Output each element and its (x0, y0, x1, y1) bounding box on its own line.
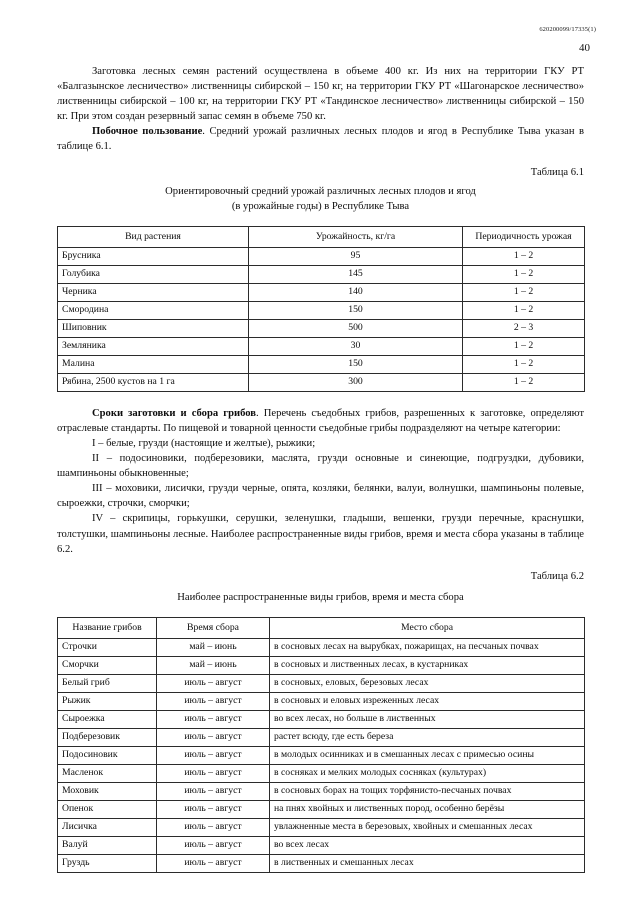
table-row (58, 319, 585, 337)
table-2-cell-place: растет всюду, где есть береза (270, 728, 585, 746)
table-row (58, 782, 585, 800)
table-1-cell-periodicity: 1 – 2 (463, 337, 585, 355)
table-row (58, 764, 585, 782)
table-1-label: Таблица 6.1 (530, 166, 584, 178)
table-row (58, 373, 585, 391)
table-2-caption-line1: Наиболее распространенные виды грибов, время и места сбора (177, 591, 464, 603)
mushroom-category-1: I – белые, грузди (настоящие и желтые), рыжики; (92, 437, 316, 449)
table-1-cell-periodicity: 1 – 2 (463, 247, 585, 265)
table-1-cell-yield: 95 (249, 247, 463, 265)
table-2-cell-time: июль – август (157, 782, 270, 800)
paragraph-side-use-rest: . Средний урожай различных лесных плодов и ягод в Республике Тыва указан в таблице 6.1. (57, 126, 585, 153)
table-2-cell-name: Валуй (58, 836, 157, 854)
table-2-cell-time: май – июнь (157, 638, 270, 656)
mushroom-category-3: III – моховики, лисички, грузди черные, опята, козляки, белянки, валуи, волнушки, шампиньоны полевые, сыроежки, строчки, сморчки; (57, 483, 584, 510)
table-2-cell-name: Подберезовик (58, 728, 157, 746)
page-content (57, 64, 584, 873)
paragraph-mushroom-rest: . Перечень съедобных грибов, разрешенных к заготовке, определяют отраслевые стандарты. По пищевой и товарной ценности съедобные грибы подразделяют на четыре категории: (57, 407, 584, 434)
table-2-cell-time: июль – август (157, 746, 270, 764)
table-2-cell-place: в сосновых лесах на вырубках, пожарищах, на песчаных почвах (270, 638, 585, 656)
table-2-cell-name: Строчки (58, 638, 157, 656)
table-1-cell-plant: Малина (58, 355, 249, 373)
paragraph-mushroom-intro (57, 406, 584, 436)
table-2-cell-place: на пнях хвойных и лиственных пород, особенно берёзы (270, 800, 585, 818)
table-1-cell-yield: 500 (249, 319, 463, 337)
table-1-cell-yield: 300 (249, 373, 463, 391)
table-1-cell-plant: Шиповник (58, 319, 249, 337)
table-row (58, 710, 585, 728)
table-1-cell-periodicity: 1 – 2 (463, 283, 585, 301)
table-row (58, 674, 585, 692)
table-1-cell-periodicity: 1 – 2 (463, 265, 585, 283)
table-row (58, 728, 585, 746)
mushroom-category-4: IV – скрипицы, горькушки, серушки, зеленушки, гладыши, вешенки, грузди перечные, краснушки, толстушки, шампиньоны лесные. Наиболее распространенные виды грибов, время и места сбора указаны в таблице 6.2. (57, 513, 584, 555)
table-2-cell-place: в сосновых и лиственных лесах, в кустарниках (270, 656, 585, 674)
table-2-cell-name: Рыжик (58, 692, 157, 710)
paragraph-mushroom-lead: Сроки заготовки и сбора грибов (92, 407, 256, 419)
table-row (58, 638, 585, 656)
table-1-cell-yield: 145 (249, 265, 463, 283)
table-2-cell-place: во всех лесах, но больше в лиственных (270, 710, 585, 728)
table-row (58, 656, 585, 674)
table-row (58, 800, 585, 818)
table-1-cell-yield: 140 (249, 283, 463, 301)
table-2-cell-name: Груздь (58, 854, 157, 872)
table-2-cell-time: июль – август (157, 818, 270, 836)
paragraph-side-use-lead: Побочное пользование (92, 126, 203, 138)
table-1-cell-plant: Голубика (58, 265, 249, 283)
table-row (58, 854, 585, 872)
table-2-cell-place: в сосновых борах на тощих торфянисто-песчаных почвах (270, 782, 585, 800)
table-1-cell-periodicity: 2 – 3 (463, 319, 585, 337)
table-2-cell-place: в сосновых и еловых изреженных лесах (270, 692, 585, 710)
table-2-cell-place: увлажненные места в березовых, хвойных и смешанных лесах (270, 818, 585, 836)
table-1-caption-line2: (в урожайные годы) в Республике Тыва (231, 200, 410, 212)
table-row (58, 355, 585, 373)
table-1-cell-yield: 150 (249, 301, 463, 319)
table-2-cell-name: Подосиновик (58, 746, 157, 764)
table-2-cell-name: Сморчки (58, 656, 157, 674)
table-2-label: Таблица 6.2 (530, 570, 584, 582)
page-number: 40 (579, 42, 590, 54)
table-1-cell-plant: Черника (58, 283, 249, 301)
table-2-cell-name: Лисичка (58, 818, 157, 836)
table-1-cell-plant: Земляника (58, 337, 249, 355)
document-code: 620200099/17335(1) (539, 26, 596, 33)
table-1-cell-periodicity: 1 – 2 (463, 301, 585, 319)
table-header-row (58, 226, 585, 247)
table-2-cell-time: июль – август (157, 764, 270, 782)
table-header-row (58, 617, 585, 638)
table-1-col-header-0: Вид растения (58, 226, 249, 247)
table-2-cell-time: июль – август (157, 692, 270, 710)
paragraph-side-use (57, 124, 584, 154)
table-row (58, 337, 585, 355)
table-2-cell-place: в сосновых, еловых, березовых лесах (270, 674, 585, 692)
table-row (58, 247, 585, 265)
table-2-cell-place: во всех лесах (270, 836, 585, 854)
table-2-col-header-1: Время сбора (157, 617, 270, 638)
table-row (58, 301, 585, 319)
table-2-cell-time: июль – август (157, 674, 270, 692)
mushroom-category-2: II – подосиновики, подберезовики, маслята, грузди основные и синеющие, подгруздки, дубовики, шампиньоны обыкновенные; (57, 453, 584, 480)
table-2-col-header-2: Место сбора (270, 617, 585, 638)
table-2-cell-time: июль – август (157, 728, 270, 746)
table-2-cell-time: июль – август (157, 854, 270, 872)
table-1-cell-periodicity: 1 – 2 (463, 355, 585, 373)
paragraph-seed-harvest: Заготовка лесных семян растений осуществлена в объеме 400 кг. Из них на территории ГКУ РТ «Балгазынское лесничество» лиственницы сибирской – 150 кг, на территории ГКУ РТ «Шагонарское лесничество» лиственницы сибирской – 100 кг, на территории ГКУ РТ «Тандинское лесничество» лиственницы сибирской – 150 кг. При этом создан резервный запас семян в объеме 750 кг. (57, 66, 584, 123)
table-2-col-header-0: Название грибов (58, 617, 157, 638)
table-2-cell-time: июль – август (157, 710, 270, 728)
table-2-cell-place: в молодых осинниках и в смешанных лесах с примесью осины (270, 746, 585, 764)
table-2-cell-name: Опенок (58, 800, 157, 818)
table-1-cell-plant: Брусника (58, 247, 249, 265)
table-2-cell-place: в сосняках и мелких молодых сосняках (культурах) (270, 764, 585, 782)
table-2-cell-name: Белый гриб (58, 674, 157, 692)
table-row (58, 746, 585, 764)
table-row (58, 836, 585, 854)
table-2-cell-time: июль – август (157, 800, 270, 818)
table-2-cell-name: Сыроежка (58, 710, 157, 728)
table-row (58, 692, 585, 710)
table-2-cell-name: Моховик (58, 782, 157, 800)
table-1-cell-plant: Смородина (58, 301, 249, 319)
table-1-cell-periodicity: 1 – 2 (463, 373, 585, 391)
table-row (58, 283, 585, 301)
table-2-cell-time: июль – август (157, 836, 270, 854)
table-row (58, 265, 585, 283)
table-1-col-header-2: Периодичность урожая (463, 226, 585, 247)
table-1-cell-yield: 150 (249, 355, 463, 373)
table-crop-yields (57, 226, 585, 392)
table-1-caption-line1: Ориентировочный средний урожай различных лесных плодов и ягод (165, 185, 476, 197)
table-mushroom-species (57, 617, 585, 873)
table-2-cell-name: Масленок (58, 764, 157, 782)
table-1-cell-plant: Рябина, 2500 кустов на 1 га (58, 373, 249, 391)
table-1-cell-yield: 30 (249, 337, 463, 355)
table-1-col-header-1: Урожайность, кг/га (249, 226, 463, 247)
table-2-cell-time: май – июнь (157, 656, 270, 674)
table-row (58, 818, 585, 836)
table-2-cell-place: в лиственных и смешанных лесах (270, 854, 585, 872)
